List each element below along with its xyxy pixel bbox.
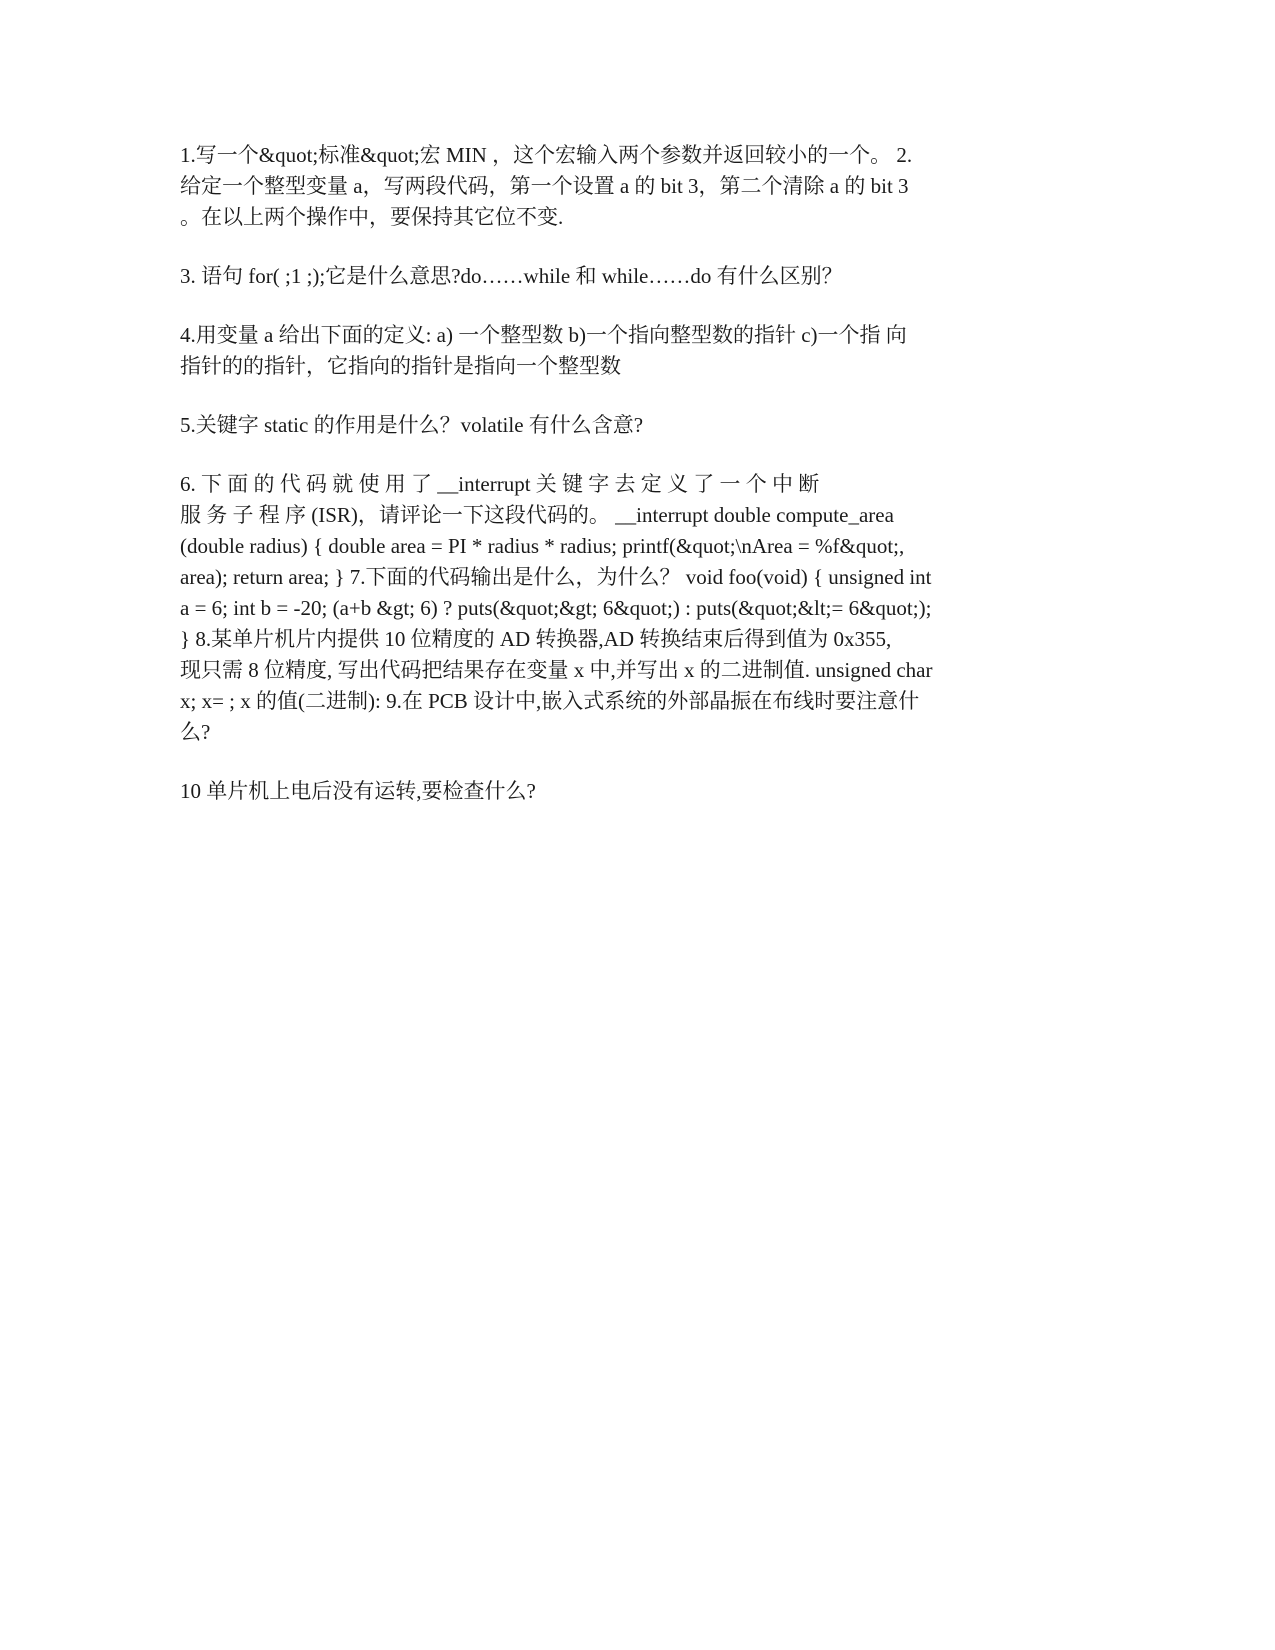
text-line: 指针的的指针，它指向的指针是指向一个整型数: [180, 354, 621, 378]
text-line: 3. 语句 for( ;1 ;);它是什么意思?do……while 和 while……do 有什么区别？: [180, 264, 843, 288]
text-line: 10 单片机上电后没有运转,要检查什么?: [180, 779, 536, 803]
text-line: 5.关键字 static 的作用是什么？volatile 有什么含意?: [180, 413, 644, 437]
text-line: 服 务 子 程 序 (ISR)，请评论一下这段代码的。 __interrupt double compute_area: [180, 503, 894, 527]
text-line: (double radius) { double area = PI * radius * radius; printf(&quot;\nArea = %f&quot;,: [180, 534, 905, 558]
text-line: 1.写一个&quot;标准&quot;宏 MIN ，这个宏输入两个参数并返回较小的一个。 2.: [180, 143, 913, 167]
text-line: 现只需 8 位精度, 写出代码把结果存在变量 x 中,并写出 x 的二进制值. unsigned char: [180, 658, 933, 682]
paragraph-10: [180, 776, 1090, 807]
text-line: 给定一个整型变量 a，写两段代码，第一个设置 a 的 bit 3，第二个清除 a 的 bit 3: [180, 174, 909, 198]
paragraph-3: [180, 261, 1090, 292]
paragraph-1: [180, 140, 1090, 233]
paragraph-4: [180, 320, 1090, 382]
document-page: [180, 140, 1090, 835]
paragraph-5: [180, 410, 1090, 441]
paragraph-6: [180, 469, 1090, 748]
text-line: 6. 下 面 的 代 码 就 使 用 了 __interrupt 关 键 字 去 定 义 了 一 个 中 断: [180, 472, 820, 496]
text-line: x; x= ; x 的值(二进制): 9.在 PCB 设计中,嵌入式系统的外部晶振在布线时要注意什: [180, 689, 920, 713]
text-line: area); return area; } 7.下面的代码输出是什么，为什么？ void foo(void) { unsigned int: [180, 565, 932, 589]
text-line: 4.用变量 a 给出下面的定义: a) 一个整型数 b)一个指向整型数的指针 c)一个指 向: [180, 323, 907, 347]
text-line: 。在以上两个操作中，要保持其它位不变.: [180, 205, 564, 229]
text-line: a = 6; int b = -20; (a+b &gt; 6) ? puts(&quot;&gt; 6&quot;) : puts(&quot;&lt;= 6&quot;);: [180, 596, 932, 620]
text-line: } 8.某单片机片内提供 10 位精度的 AD 转换器,AD 转换结束后得到值为 0x355,: [180, 627, 892, 651]
text-line: 么?: [180, 720, 211, 744]
